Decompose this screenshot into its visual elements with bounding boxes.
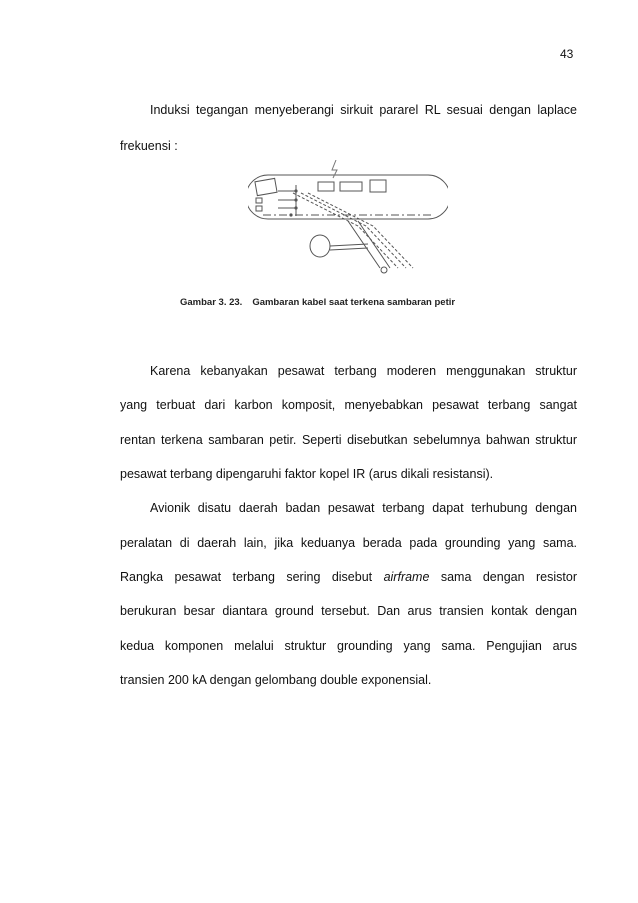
paragraph-2-line-4: pesawat terbang dipengaruhi faktor kopel IR (arus dikali resistansi).: [120, 467, 494, 481]
paragraph-3-line-4: berukuran besar diantara ground tersebut. Dan arus transien kontak dengan: [120, 604, 577, 618]
paragraph-2-line-2: yang terbuat dari karbon komposit, menyebabkan pesawat terbang sangat: [120, 398, 577, 412]
paragraph-3-line-3-end: sama dengan resistor: [429, 570, 577, 584]
paragraph-1-line-2: frekuensi :: [120, 139, 178, 153]
paragraph-3-line-3-start: Rangka pesawat terbang sering disebut: [120, 570, 384, 584]
paragraph-3-line-5: kedua komponen melalui struktur grounding yang sama. Pengujian arus: [120, 639, 577, 653]
paragraph-3-line-3: [120, 569, 577, 585]
paragraph-2-line-1: Karena kebanyakan pesawat terbang moderen menggunakan struktur: [150, 364, 577, 378]
aircraft-cable-diagram: [248, 160, 448, 280]
paragraph-3-line-1: Avionik disatu daerah badan pesawat terbang dapat terhubung dengan: [150, 501, 577, 515]
figure-label: Gambar 3. 23.: [180, 297, 243, 308]
paragraph-3-line-2: peralatan di daerah lain, jika keduanya berada pada grounding yang sama.: [120, 536, 577, 550]
figure-caption-text: Gambaran kabel saat terkena sambaran petir: [252, 297, 456, 308]
paragraph-1-line-1: Induksi tegangan menyeberangi sirkuit pararel RL sesuai dengan laplace: [150, 103, 577, 117]
page-number: 43: [560, 47, 574, 61]
airframe-term: airframe: [383, 570, 430, 584]
figure-caption: [180, 297, 465, 308]
paragraph-3-line-6: transien 200 kA dengan gelombang double exponensial.: [120, 673, 432, 687]
paragraph-2-line-3: rentan terkena sambaran petir. Seperti disebutkan sebelumnya bahwan struktur: [120, 433, 577, 447]
